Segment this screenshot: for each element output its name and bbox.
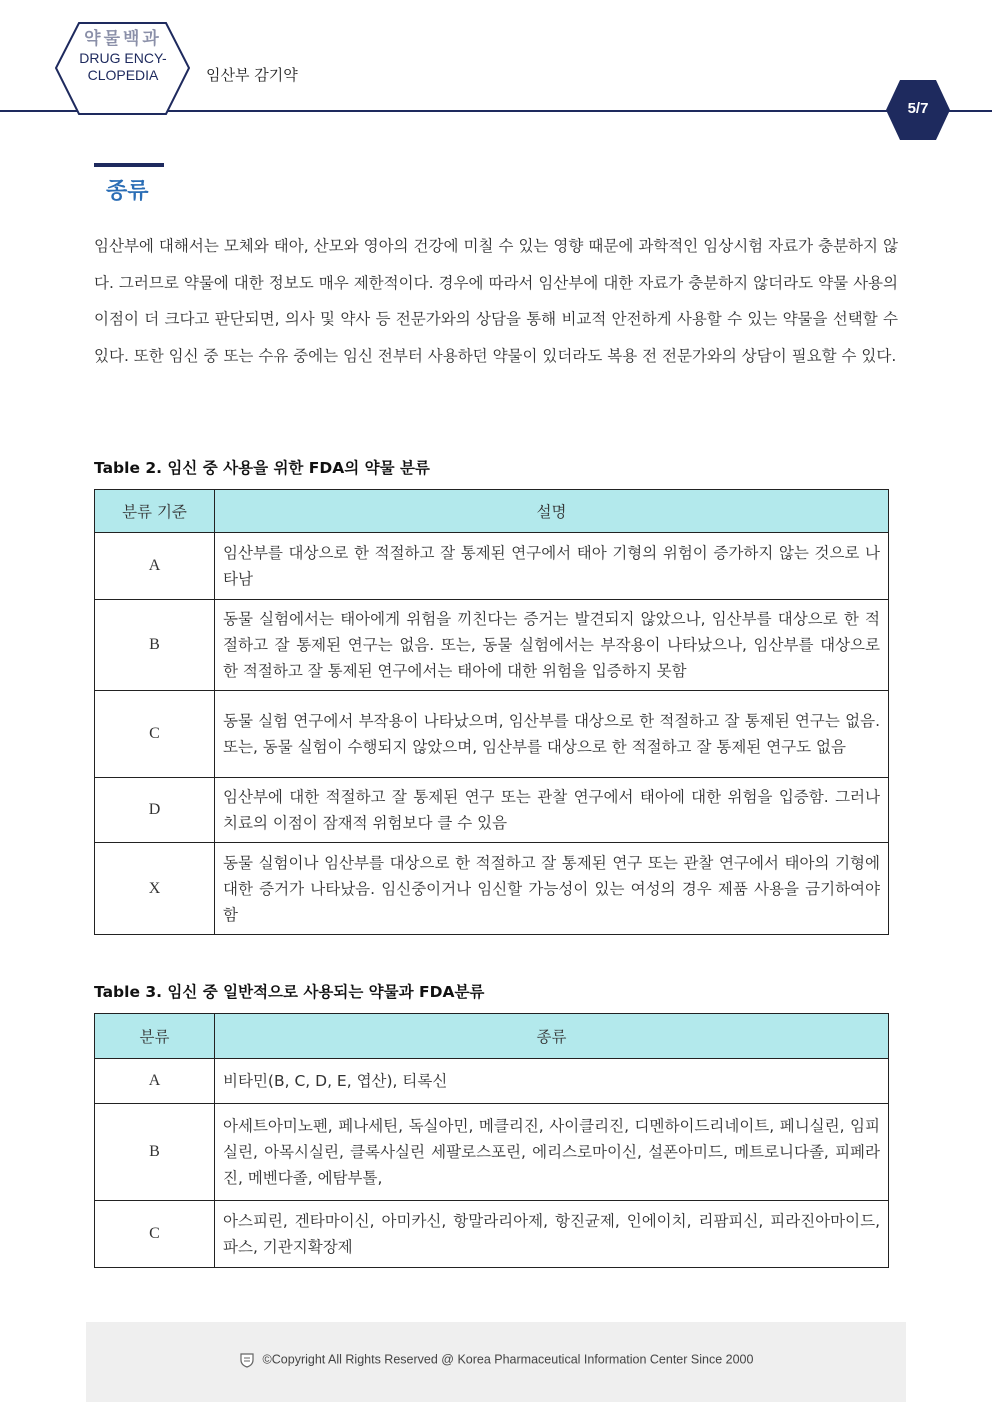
category-cell: A bbox=[95, 533, 215, 600]
description-cell: 아스피린, 겐타마이신, 아미카신, 항말라리아제, 항진균제, 인에이치, 리팜피신, 피라진아마이드, 파스, 기관지확장제 bbox=[215, 1201, 889, 1268]
table-row bbox=[95, 1059, 889, 1104]
footer-copyright-line bbox=[86, 1352, 906, 1368]
table-row bbox=[95, 691, 889, 778]
description-cell: 동물 실험 연구에서 부작용이 나타났으며, 임산부를 대상으로 한 적절하고 잘 통제된 연구는 없음. 또는, 동물 실험이 수행되지 않았으며, 임산부를 대상으로 한 적절하고 잘 통제된 연구도 없음 bbox=[215, 691, 889, 778]
section-title-bar bbox=[94, 163, 164, 167]
section-title: 종류 bbox=[106, 179, 149, 204]
description-cell: 임산부를 대상으로 한 적절하고 잘 통제된 연구에서 태아 기형의 위험이 증가하지 않는 것으로 나타남 bbox=[215, 533, 889, 600]
description-cell: 동물 실험에서는 태아에게 위험을 끼친다는 증거는 발견되지 않았으나, 임산부를 대상으로 한 적절하고 잘 통제된 연구는 없음. 또는, 동물 실험에서는 부작용이 나타났으나, 임산부를 대상으로 한 적절하고 잘 통제된 연구에서는 태아에 대한 위험을 입증하지 못함 bbox=[215, 600, 889, 691]
category-cell: C bbox=[95, 1201, 215, 1268]
table-row bbox=[95, 778, 889, 843]
common-drugs-table bbox=[94, 1013, 889, 1268]
page-number: 5/7 bbox=[907, 100, 929, 117]
table-row bbox=[95, 1201, 889, 1268]
category-cell: A bbox=[95, 1059, 215, 1104]
table2-caption: Table 2. 임신 중 사용을 위한 FDA의 약물 분류 bbox=[94, 459, 430, 477]
category-cell: B bbox=[95, 1104, 215, 1201]
table-row bbox=[95, 600, 889, 691]
table-header-row bbox=[95, 490, 889, 533]
footer bbox=[86, 1322, 906, 1402]
logo-english-line2: CLOPEDIA bbox=[87, 67, 159, 83]
document-topic: 임산부 감기약 bbox=[206, 66, 298, 84]
category-cell: B bbox=[95, 600, 215, 691]
logo-korean: 약물백과 bbox=[84, 29, 162, 49]
category-cell: X bbox=[95, 843, 215, 935]
logo-english-line1: DRUG ENCY- bbox=[79, 50, 167, 66]
description-cell: 비타민(B, C, D, E, 엽산), 티록신 bbox=[215, 1059, 889, 1104]
crest-icon bbox=[239, 1352, 255, 1368]
logo bbox=[62, 28, 184, 84]
table-row bbox=[95, 533, 889, 600]
description-cell: 임산부에 대한 적절하고 잘 통제된 연구 또는 관찰 연구에서 태아에 대한 위험을 입증함. 그러나 치료의 이점이 잠재적 위험보다 클 수 있음 bbox=[215, 778, 889, 843]
description-cell: 동물 실험이나 임산부를 대상으로 한 적절하고 잘 통제된 연구 또는 관찰 연구에서 태아의 기형에 대한 증거가 나타났음. 임신중이거나 임신할 가능성이 있는 여성의 경우 제품 사용을 금기하여야 함 bbox=[215, 843, 889, 935]
table-header-row bbox=[95, 1014, 889, 1059]
category-cell: C bbox=[95, 691, 215, 778]
table-header-cell: 설명 bbox=[215, 490, 889, 533]
table-row bbox=[95, 843, 889, 935]
table-row bbox=[95, 1104, 889, 1201]
table3-caption: Table 3. 임신 중 일반적으로 사용되는 약물과 FDA분류 bbox=[94, 983, 485, 1001]
table-header-cell: 분류 bbox=[95, 1014, 215, 1059]
table-header-cell: 종류 bbox=[215, 1014, 889, 1059]
body-paragraph: 임산부에 대해서는 모체와 태아, 산모와 영아의 건강에 미칠 수 있는 영향 때문에 과학적인 임상시험 자료가 충분하지 않다. 그러므로 약물에 대한 정보도 매우 제한적이다. 경우에 따라서 임산부에 대한 자료가 충분하지 않더라도 약물 사용의 이점이 더 크다고 판단되면, 의사 및 약사 등 전문가와의 상담을 통해 비교적 안전하게 사용할 수 있는 약물을 선택할 수 있다. 또한 임신 중 또는 수유 중에는 임신 전부터 사용하던 약물이 있더라도 복용 전 전문가와의 상담이 필요할 수 있다. bbox=[94, 237, 898, 365]
table-header-cell: 분류 기준 bbox=[95, 490, 215, 533]
copyright-text: ©Copyright All Rights Reserved @ Korea Pharmaceutical Information Center Since 2000 bbox=[262, 1352, 754, 1367]
fda-category-table bbox=[94, 489, 889, 935]
description-cell: 아세트아미노펜, 페나세틴, 독실아민, 메클리진, 사이클리진, 디멘하이드리네이트, 페니실린, 임피실린, 아목시실린, 클록사실린 세팔로스포린, 에리스로마이신, 설폰아미드, 메트로니다졸, 피페라진, 메벤다졸, 에탐부톨, bbox=[215, 1104, 889, 1201]
category-cell: D bbox=[95, 778, 215, 843]
